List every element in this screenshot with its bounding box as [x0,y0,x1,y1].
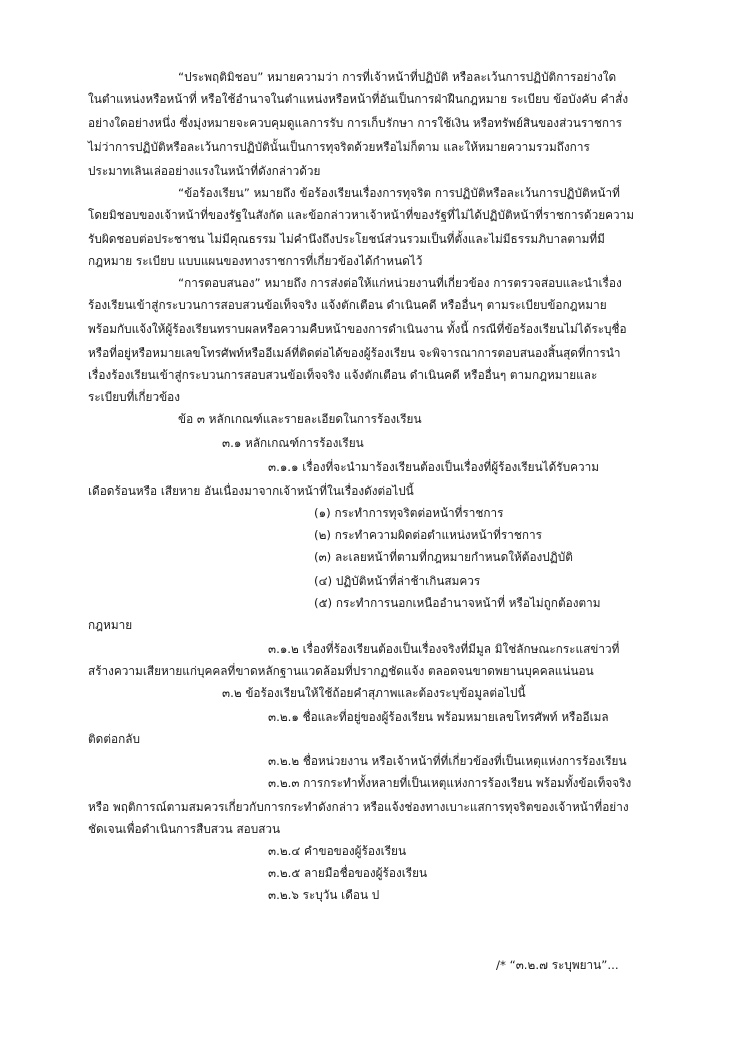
paragraph-line: ระเบียบที่เกี่ยวข้อง [88,390,180,404]
list-item: (๓) ละเลยหน้าที่ตามที่กฎหมายกำหนดให้ต้องปฏิบัติ [314,550,573,564]
paragraph-line: โดยมิชอบของเจ้าหน้าที่ของรัฐในสังกัด และข้อกล่าวหาเจ้าหน้าที่ของรัฐที่ไม่ได้ปฏิบัติหน้าที่ราชการด้วยความ [88,208,635,222]
page-continuation-note: /* “๓.๒.๗ ระบุพยาน”... [496,958,619,972]
paragraph-line: ชัดเจนเพื่อดำเนินการสืบสวน สอบสวน [88,822,281,836]
list-item: ๓.๒.๔ คำขอของผู้ร้องเรียน [268,844,407,858]
paragraph-line: สร้างความเสียหายแก่บุคคลที่ขาดหลักฐานแวดล้อมที่ปรากฏชัดแจ้ง ตลอดจนขาดพยานบุคคลแน่นอน [88,664,594,678]
paragraph-line: เรื่องร้องเรียนเข้าสู่กระบวนการสอบสวนข้อเท็จจริง แจ้งตักเตือน ดำเนินคดี หรืออื่นๆ ตามกฎหมายและ [88,368,598,382]
list-item: (๔) ปฏิบัติหน้าที่ล่าช้าเกินสมควร [314,574,481,588]
paragraph-line: “ประพฤติมิชอบ” หมายความว่า การที่เจ้าหน้าที่ปฏิบัติ หรือละเว้นการปฏิบัติการอย่างใด [178,70,617,84]
paragraph-line: อย่างใดอย่างหนึ่ง ซึ่งมุ่งหมายจะควบคุมดูแลการรับ การเก็บรักษา การใช้เงิน หรือทรัพย์สินของส่วนราชการ [88,116,623,130]
paragraph-line: กฎหมาย [88,618,133,632]
paragraph-line: ในตำแหน่งหรือหน้าที่ หรือใช้อำนาจในตำแหน่งหรือหน้าที่อันเป็นการฝ่าฝืนกฎหมาย ระเบียบ ข้อบังคับ คำสั่ง [88,92,629,106]
paragraph-line: กฎหมาย ระเบียบ แบบแผนของทางราชการที่เกี่ยวข้องได้กำหนดไว้ [88,254,423,268]
list-item: ๓.๒.๕ ลายมือชื่อของผู้ร้องเรียน [268,866,428,880]
list-item: (๕) กระทำการนอกเหนืออำนาจหน้าที่ หรือไม่ถูกต้องตาม [314,596,601,610]
paragraph-line: ติดต่อกลับ [88,732,140,746]
section-heading: ข้อ ๓ หลักเกณฑ์และรายละเอียดในการร้องเรียน [178,412,422,426]
list-item: ๓.๒.๖ ระบุวัน เดือน ป [268,888,380,902]
subsection-heading: ๓.๒ ข้อร้องเรียนให้ใช้ถ้อยคำสุภาพและต้องระบุข้อมูลต่อไปนี้ [222,686,526,700]
paragraph-line: ๓.๑.๒ เรื่องที่ร้องเรียนต้องเป็นเรื่องจริงที่มีมูล มิใช่ลักษณะกระแสข่าวที่ [268,642,620,656]
list-item: (๑) กระทำการทุจริตต่อหน้าที่ราชการ [314,506,504,520]
paragraph-line: พร้อมกับแจ้งให้ผู้ร้องเรียนทราบผลหรือความคืบหน้าของการดำเนินงาน ทั้งนี้ กรณีที่ข้อร้องเรียนไม่ได้ระบุชื่อ [88,322,627,336]
paragraph-line: ๓.๒.๓ การกระทำทั้งหลายที่เป็นเหตุแห่งการร้องเรียน พร้อมทั้งข้อเท็จจริง [268,776,632,790]
subsection-heading: ๓.๑ หลักเกณฑ์การร้องเรียน [222,436,364,450]
paragraph-line: “การตอบสนอง” หมายถึง การส่งต่อให้แก่หน่วยงานที่เกี่ยวข้อง การตรวจสอบและนำเรื่อง [178,276,622,290]
paragraph-line: “ข้อร้องเรียน” หมายถึง ข้อร้องเรียนเรื่องการทุจริต การปฏิบัติหรือละเว้นการปฏิบัติหน้าที่ [178,186,620,200]
paragraph-line: ประมาทเลินเล่ออย่างแรงในหน้าที่ดังกล่าวด้วย [88,164,321,178]
paragraph-line: ๓.๒.๒ ชื่อหน่วยงาน หรือเจ้าหน้าที่ที่เกี่ยวข้องที่เป็นเหตุแห่งการร้องเรียน [268,754,627,768]
paragraph-line: หรือ พฤติการณ์ตามสมควรเกี่ยวกับการกระทำดังกล่าว หรือแจ้งช่องทางเบาะแสการทุจริตของเจ้าหน้าที่อย่าง [88,800,629,814]
paragraph-line: ไม่ว่าการปฏิบัติหรือละเว้นการปฏิบัตินั้นเป็นการทุจริตด้วยหรือไม่ก็ตาม และให้หมายความรวมถึงการ [88,140,590,154]
paragraph-line: ๓.๑.๑ เรื่องที่จะนำมาร้องเรียนต้องเป็นเรื่องที่ผู้ร้องเรียนได้รับความ [268,460,599,474]
paragraph-line: เดือดร้อนหรือ เสียหาย อันเนื่องมาจากเจ้าหน้าที่ในเรื่องดังต่อไปนี้ [88,484,414,498]
paragraph-line: รับผิดชอบต่อประชาชน ไม่มีคุณธรรม ไม่คำนึงถึงประโยชน์ส่วนรวมเป็นที่ตั้งและไม่มีธรรมภิบาลตามที่มี [88,232,605,246]
list-item: (๒) กระทำความผิดต่อตำแหน่งหน้าที่ราชการ [314,528,542,542]
paragraph-line: หรือที่อยู่หรือหมายเลขโทรศัพท์หรืออีเมล์ที่ติดต่อได้ของผู้ร้องเรียน จะพิจารณาการตอบสนองสิ้นสุดที่การนำ [88,346,621,360]
paragraph-line: ๓.๒.๑ ชื่อและที่อยู่ของผู้ร้องเรียน พร้อมหมายเลขโทรศัพท์ หรืออีเมล [268,710,609,724]
paragraph-line: ร้องเรียนเข้าสู่กระบวนการสอบสวนข้อเท็จจริง แจ้งตักเตือน ดำเนินคดี หรืออื่นๆ ตามระเบียบข้อกฎหมาย [88,298,607,312]
